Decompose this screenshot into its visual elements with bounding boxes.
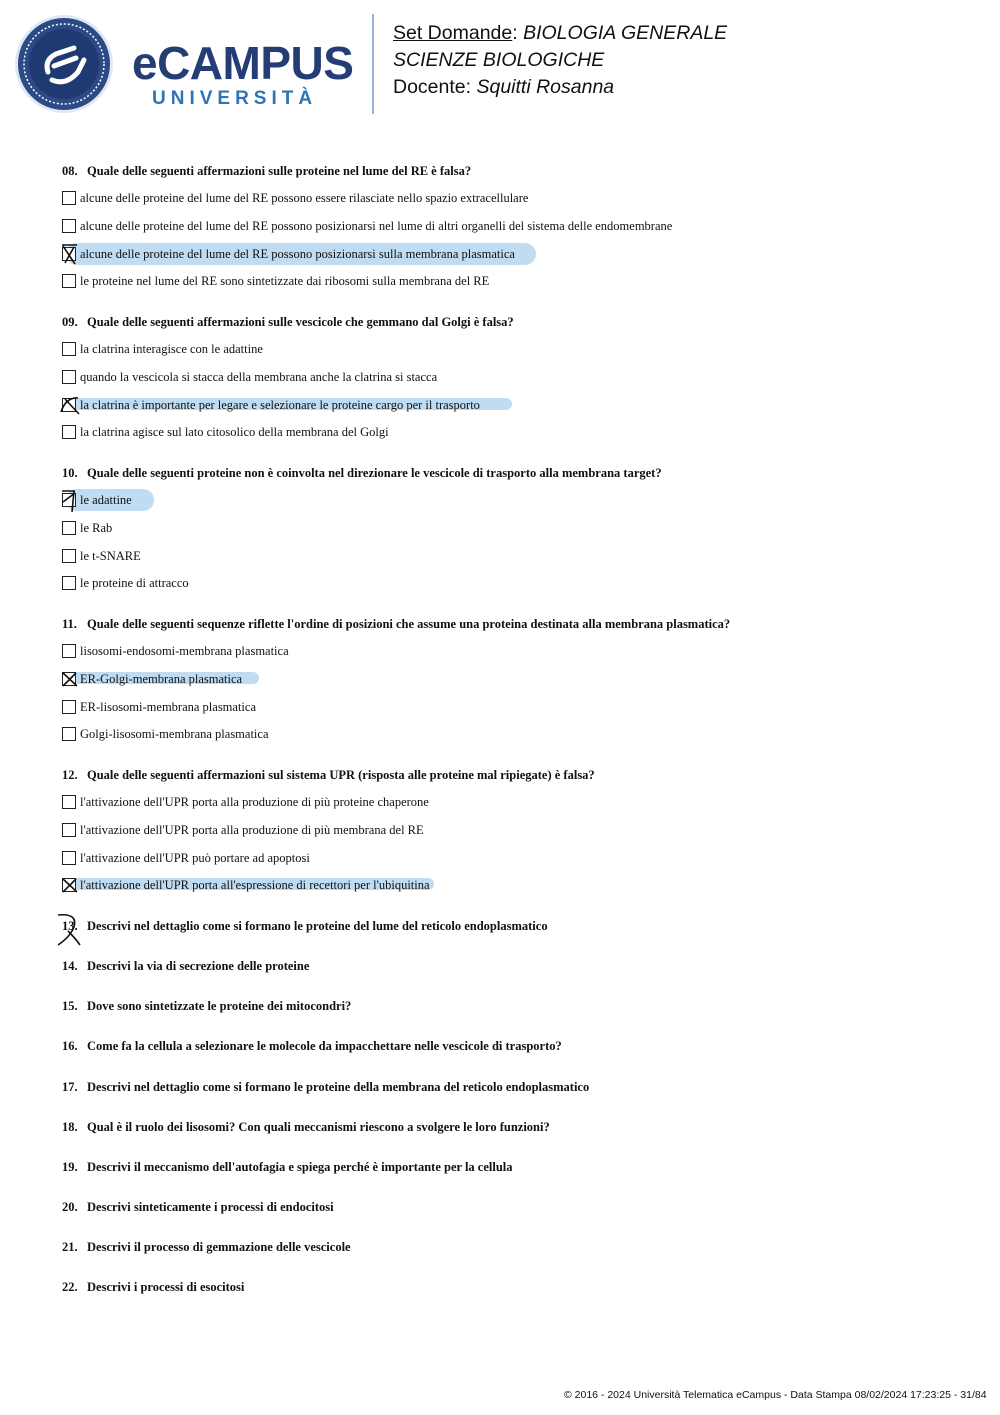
answer-checkbox-checked[interactable]	[62, 878, 76, 892]
open-question-15: 15. Dove sono sintetizzate le proteine dei mitocondri?	[62, 999, 352, 1013]
answer-checkbox[interactable]	[62, 700, 76, 714]
check-mark-icon	[60, 875, 80, 895]
answer-checkbox[interactable]	[62, 851, 76, 865]
open-question-17: 17. Descrivi nel dettaglio come si formano le proteine della membrana del reticolo endoplasmatico	[62, 1080, 590, 1094]
question-08: 08. Quale delle seguenti affermazioni sulle proteine nel lume del RE è falsa?	[62, 164, 472, 178]
open-question-22: 22. Descrivi i processi di esocitosi	[62, 1280, 245, 1294]
brand-name: eCAMPUS	[132, 37, 354, 89]
answer-checkbox[interactable]	[62, 219, 76, 233]
brand-subtitle: UNIVERSITÀ	[152, 88, 318, 109]
question-12: 12. Quale delle seguenti affermazioni sul sistema UPR (risposta alle proteine mal ripiegate) è falsa?	[62, 768, 595, 782]
check-mark-icon	[60, 490, 80, 514]
answer-checkbox-checked[interactable]	[62, 672, 76, 686]
open-question-19: 19. Descrivi il meccanismo dell'autofagia e spiega perché è importante per la cellula	[62, 1160, 513, 1174]
brand-logotype	[132, 37, 357, 110]
open-question-13: 13. Descrivi nel dettaglio come si formano le proteine del lume del reticolo endoplasmatico	[62, 919, 548, 933]
header-divider	[372, 14, 374, 114]
answer-checkbox-checked[interactable]	[62, 493, 76, 507]
question-11: 11. Quale delle seguenti sequenze riflette l'ordine di posizioni che assume una proteina destinata alla membrana plasmatica?	[62, 617, 731, 631]
set-value: BIOLOGIA GENERALE	[523, 22, 728, 44]
set-label: Set Domande	[393, 22, 513, 44]
open-question-14: 14. Descrivi la via di secrezione delle proteine	[62, 959, 310, 973]
answer-checkbox[interactable]	[62, 342, 76, 356]
answer-checkbox[interactable]	[62, 521, 76, 535]
answer-checkbox[interactable]	[62, 576, 76, 590]
answer-checkbox[interactable]	[62, 727, 76, 741]
check-mark-icon	[60, 244, 80, 266]
question-10: 10. Quale delle seguenti proteine non è coinvolta nel direzionare le vescicole di trasporto alla membrana target?	[62, 466, 662, 480]
open-question-21: 21. Descrivi il processo di gemmazione delle vescicole	[62, 1240, 351, 1254]
teacher-label: Docente:	[393, 76, 472, 98]
ecampus-logo-seal	[14, 14, 114, 114]
question-09: 09. Quale delle seguenti affermazioni sulle vescicole che gemmano dal Golgi è falsa?	[62, 315, 514, 329]
answer-checkbox[interactable]	[62, 425, 76, 439]
set-line: Set Domande: BIOLOGIA GENERALE	[393, 22, 728, 44]
open-question-16: 16. Come fa la cellula a selezionare le molecole da impacchettare nelle vescicole di trasporto?	[62, 1039, 562, 1053]
teacher-name: Squitti Rosanna	[476, 76, 615, 98]
answer-checkbox-checked[interactable]	[62, 247, 76, 261]
page-footer: © 2016 - 2024 Università Telematica eCampus - Data Stampa 08/02/2024 17:23:25 - 31/84	[564, 1389, 987, 1401]
answer-checkbox[interactable]	[62, 370, 76, 384]
answer-checkbox[interactable]	[62, 274, 76, 288]
open-question-18: 18. Qual è il ruolo dei lisosomi? Con quali meccanismi riescono a svolgere le loro funzioni?	[62, 1120, 550, 1134]
answer-checkbox[interactable]	[62, 644, 76, 658]
answer-checkbox-checked[interactable]	[62, 398, 76, 412]
answer-checkbox[interactable]	[62, 549, 76, 563]
course-name: SCIENZE BIOLOGICHE	[393, 49, 605, 71]
check-mark-icon	[60, 669, 80, 689]
answer-checkbox[interactable]	[62, 191, 76, 205]
check-mark-icon	[60, 395, 82, 417]
teacher-line	[393, 76, 614, 99]
answer-checkbox[interactable]	[62, 823, 76, 837]
answer-checkbox[interactable]	[62, 795, 76, 809]
open-question-20: 20. Descrivi sinteticamente i processi di endocitosi	[62, 1200, 334, 1214]
